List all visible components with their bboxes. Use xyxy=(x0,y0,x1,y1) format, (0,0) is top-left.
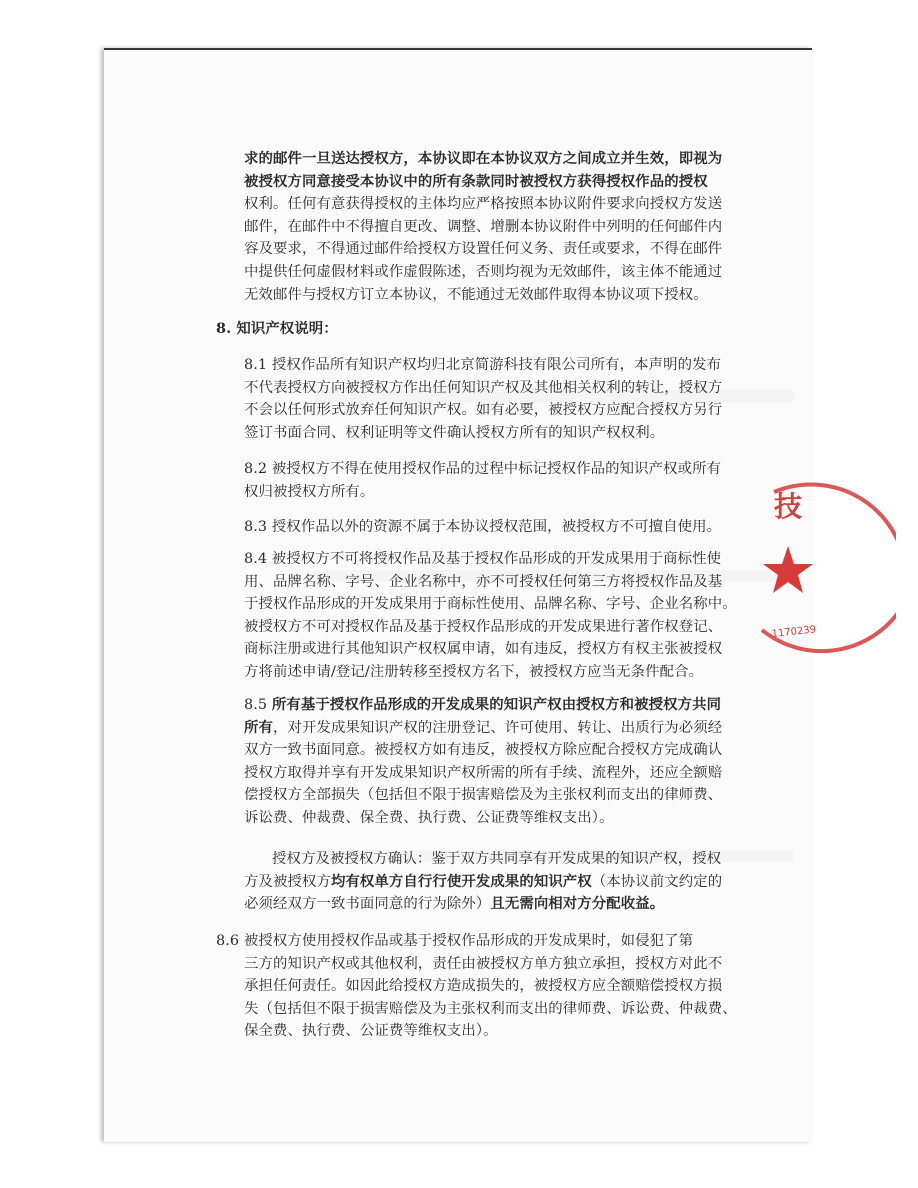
paragraph-line: 8.4 被授权方不可将授权作品及基于授权作品形成的开发成果用于商标性使 xyxy=(244,551,722,567)
paragraph-line xyxy=(272,848,721,870)
paragraph-line xyxy=(244,739,722,761)
text-run: 授权方及被授权方确认：鉴于双方共同享有开发成果的知识产权，授权 xyxy=(272,851,722,867)
paragraph-line xyxy=(244,893,664,915)
bold-text: 且无需向相对方分配收益。 xyxy=(490,895,665,913)
paragraph-line xyxy=(244,717,722,739)
paragraph-line xyxy=(244,694,721,716)
paragraph-line xyxy=(244,762,722,784)
text-run: 授权方取得并享有开发成果知识产权所需的所有手续、流程外，还应全额赔 xyxy=(244,764,723,781)
company-seal xyxy=(756,480,896,670)
bold-text: 均有权单方自行行使开发成果的知识产权 xyxy=(330,872,592,890)
paragraph-line xyxy=(244,871,722,893)
paragraph-line: 被授权方不可对授权作品及基于授权作品形成的开发成果进行著作权登记、 xyxy=(244,618,723,635)
paragraph-line: 权归被授权方所有。 xyxy=(244,483,375,500)
seal-text: 技 xyxy=(774,490,803,523)
paragraph-line: 承担任何责任。如因此给授权方造成损失的，被授权方应全额赔偿授权方损 xyxy=(244,978,723,995)
paragraph-line: 8.1 授权作品所有知识产权均归北京简游科技有限公司所有，本声明的发布 xyxy=(244,357,722,373)
paragraph-line xyxy=(244,807,614,829)
seal-star-icon xyxy=(763,546,813,593)
text-run: 双方一致书面同意。被授权方如有违反，被授权方除应配合授权方完成确认 xyxy=(244,742,723,759)
paragraph-line: 三方的知识产权或其他权利，责任由被授权方单方独立承担，授权方对此不 xyxy=(244,955,723,972)
paragraph-line: 于授权作品形成的开发成果用于商标性使用、品牌名称、字号、企业名称中。 xyxy=(244,596,737,613)
bold-text: 所有基于授权作品形成的开发成果的知识产权由授权方和被授权方共同 xyxy=(271,696,722,713)
paragraph-line: 8.6 被授权方使用授权作品或基于授权作品形成的开发成果时，如侵犯了第 xyxy=(216,933,694,949)
text-run: （本协议前文约定的 xyxy=(591,873,723,890)
paragraph-line: 签订书面合同、权利证明等文件确认授权方所有的知识产权权利。 xyxy=(244,424,665,441)
text-run: 偿授权方全部损失（包括但不限于损害赔偿及为主张权利而支出的律师费、 xyxy=(244,787,723,804)
paragraph-line: 被授权方同意接受本协议中的所有条款同时被授权方获得授权作品的授权 xyxy=(244,172,708,190)
paragraph-line: 失（包括但不限于损害赔偿及为主张权利而支出的律师费、诉讼费、仲裁费、 xyxy=(244,1000,737,1017)
paragraph-line: 8.3 授权作品以外的资源不属于本协议授权范围，被授权方不可擅自使用。 xyxy=(244,519,722,535)
paragraph-line xyxy=(244,784,722,806)
paragraph-line: 权利。任何有意获得授权的主体均应严格按照本协议附件要求向授权方发送 xyxy=(244,196,723,213)
paragraph-line: 中提供任何虚假材料或作虚假陈述，否则均视为无效邮件，该主体不能通过 xyxy=(244,264,723,280)
bold-text: 所有 xyxy=(244,718,273,736)
text-run: 必须经双方一致书面同意的行为除外） xyxy=(244,896,491,913)
paragraph-line: 保全费、执行费、公证费等维权支出）。 xyxy=(244,1023,498,1040)
paragraph-line: 8.2 被授权方不得在使用授权作品的过程中标记授权作品的知识产权或所有 xyxy=(244,461,722,477)
paragraph-line: 商标注册或进行其他知识产权权属申请，如有违反，授权方有权主张被授权 xyxy=(244,641,723,658)
text-run: 8.5 xyxy=(244,697,272,713)
paragraph-line: 容及要求，不得通过邮件给授权方设置任何义务、责任或要求，不得在邮件 xyxy=(244,241,723,258)
text-run: 诉讼费、仲裁费、保全费、执行费、公证费等维权支出）。 xyxy=(244,810,614,826)
paragraph-line: 邮件，在邮件中不得擅自更改、调整、增删本协议附件中列明的任何邮件内 xyxy=(244,218,723,235)
paragraph-line: 方将前述申请/登记/注册转移至授权方名下，被授权方应当无条件配合。 xyxy=(244,664,704,680)
paragraph-line: 不代表授权方向被授权方作出任何知识产权及其他相关权利的转让，授权方 xyxy=(244,379,723,396)
document-page xyxy=(104,48,812,1142)
paragraph-line: 无效邮件与授权方订立本协议，不能通过无效邮件取得本协议项下授权。 xyxy=(244,286,708,303)
paragraph-line: 求的邮件一旦送达授权方，本协议即在本协议双方之间成立并生效，即视为 xyxy=(244,150,723,167)
section-heading: 8. 知识产权说明： xyxy=(216,320,338,337)
paragraph-line: 不会以任何形式放弃任何知识产权。如有必要，被授权方应配合授权方另行 xyxy=(244,402,723,419)
paragraph-line: 用、品牌名称、字号、企业名称中，亦不可授权任何第三方将授权作品及基 xyxy=(244,573,723,590)
seal-number: 1170239 xyxy=(771,624,817,640)
text-run: ，对开发成果知识产权的注册登记、许可使用、转让、出质行为必须经 xyxy=(272,719,723,736)
text-run: 方及被授权方 xyxy=(244,873,331,890)
